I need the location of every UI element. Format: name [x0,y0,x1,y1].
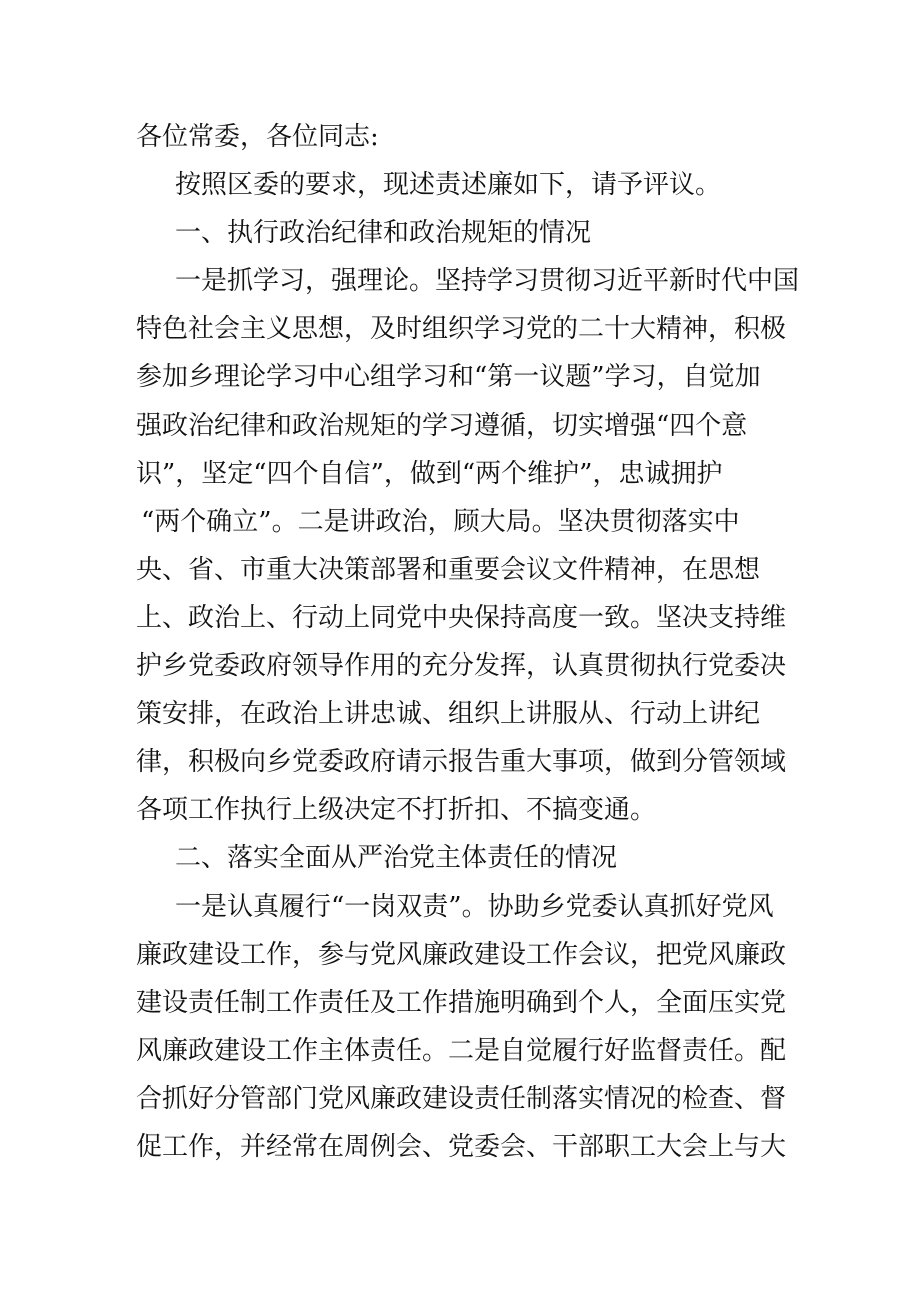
section-heading-1: 一、执行政治纪律和政治规矩的情况 [175,218,592,249]
paragraph-line: 上、政治上、行动上同党中央保持高度一致。坚决支持维 [136,602,787,633]
paragraph-line: 参加乡理论学习中心组学习和“第一议题”学习，自觉加 [136,362,761,393]
paragraph-line: 强政治纪律和政治规矩的学习遵循，切实增强“四个意 [136,410,748,441]
paragraph-line: 风廉政建设工作主体责任。二是自觉履行好监督责任。配 [136,1035,787,1066]
paragraph-line: 护乡党委政府领导作用的充分发挥，认真贯彻执行党委决 [136,651,787,682]
paragraph-line: 一是认真履行“一岗双责”。协助乡党委认真抓好党风 [175,891,774,922]
document-body [0,113,920,1171]
paragraph-line: 特色社会主义思想，及时组织学习党的二十大精神，积极 [136,314,787,345]
paragraph-line: 律，积极向乡党委政府请示报告重大事项，做到分管领域 [136,747,787,778]
paragraph-line: 建设责任制工作责任及工作措施明确到个人，全面压实党 [136,987,787,1018]
paragraph-line: 识”，坚定“四个自信”，做到“两个维护”，忠诚拥护 [136,458,723,489]
paragraph-line: 央、省、市重大决策部署和重要会议文件精神，在思想 [136,554,761,585]
paragraph-line: 廉政建设工作，参与党风廉政建设工作会议，把党风廉政 [136,939,787,970]
section-heading-2: 二、落实全面从严治党主体责任的情况 [175,843,618,874]
paragraph-line: 各项工作执行上级决定不打折扣、不搞变通。 [136,795,657,826]
paragraph-line: “两个确立”。二是讲政治，顾大局。坚决贯彻落实中 [141,506,740,537]
paragraph-line: 促工作，并经常在周例会、党委会、干部职工大会上与大 [136,1131,787,1162]
paragraph-line: 一是抓学习，强理论。坚持学习贯彻习近平新时代中国 [175,266,800,297]
paragraph-line: 策安排，在政治上讲忠诚、组织上讲服从、行动上讲纪 [136,699,761,730]
paragraph-line: 合抓好分管部门党风廉政建设责任制落实情况的检查、督 [136,1083,787,1114]
salutation: 各位常委，各位同志: [136,122,379,152]
intro-paragraph: 按照区委的要求，现述责述廉如下，请予评议。 [175,170,722,201]
